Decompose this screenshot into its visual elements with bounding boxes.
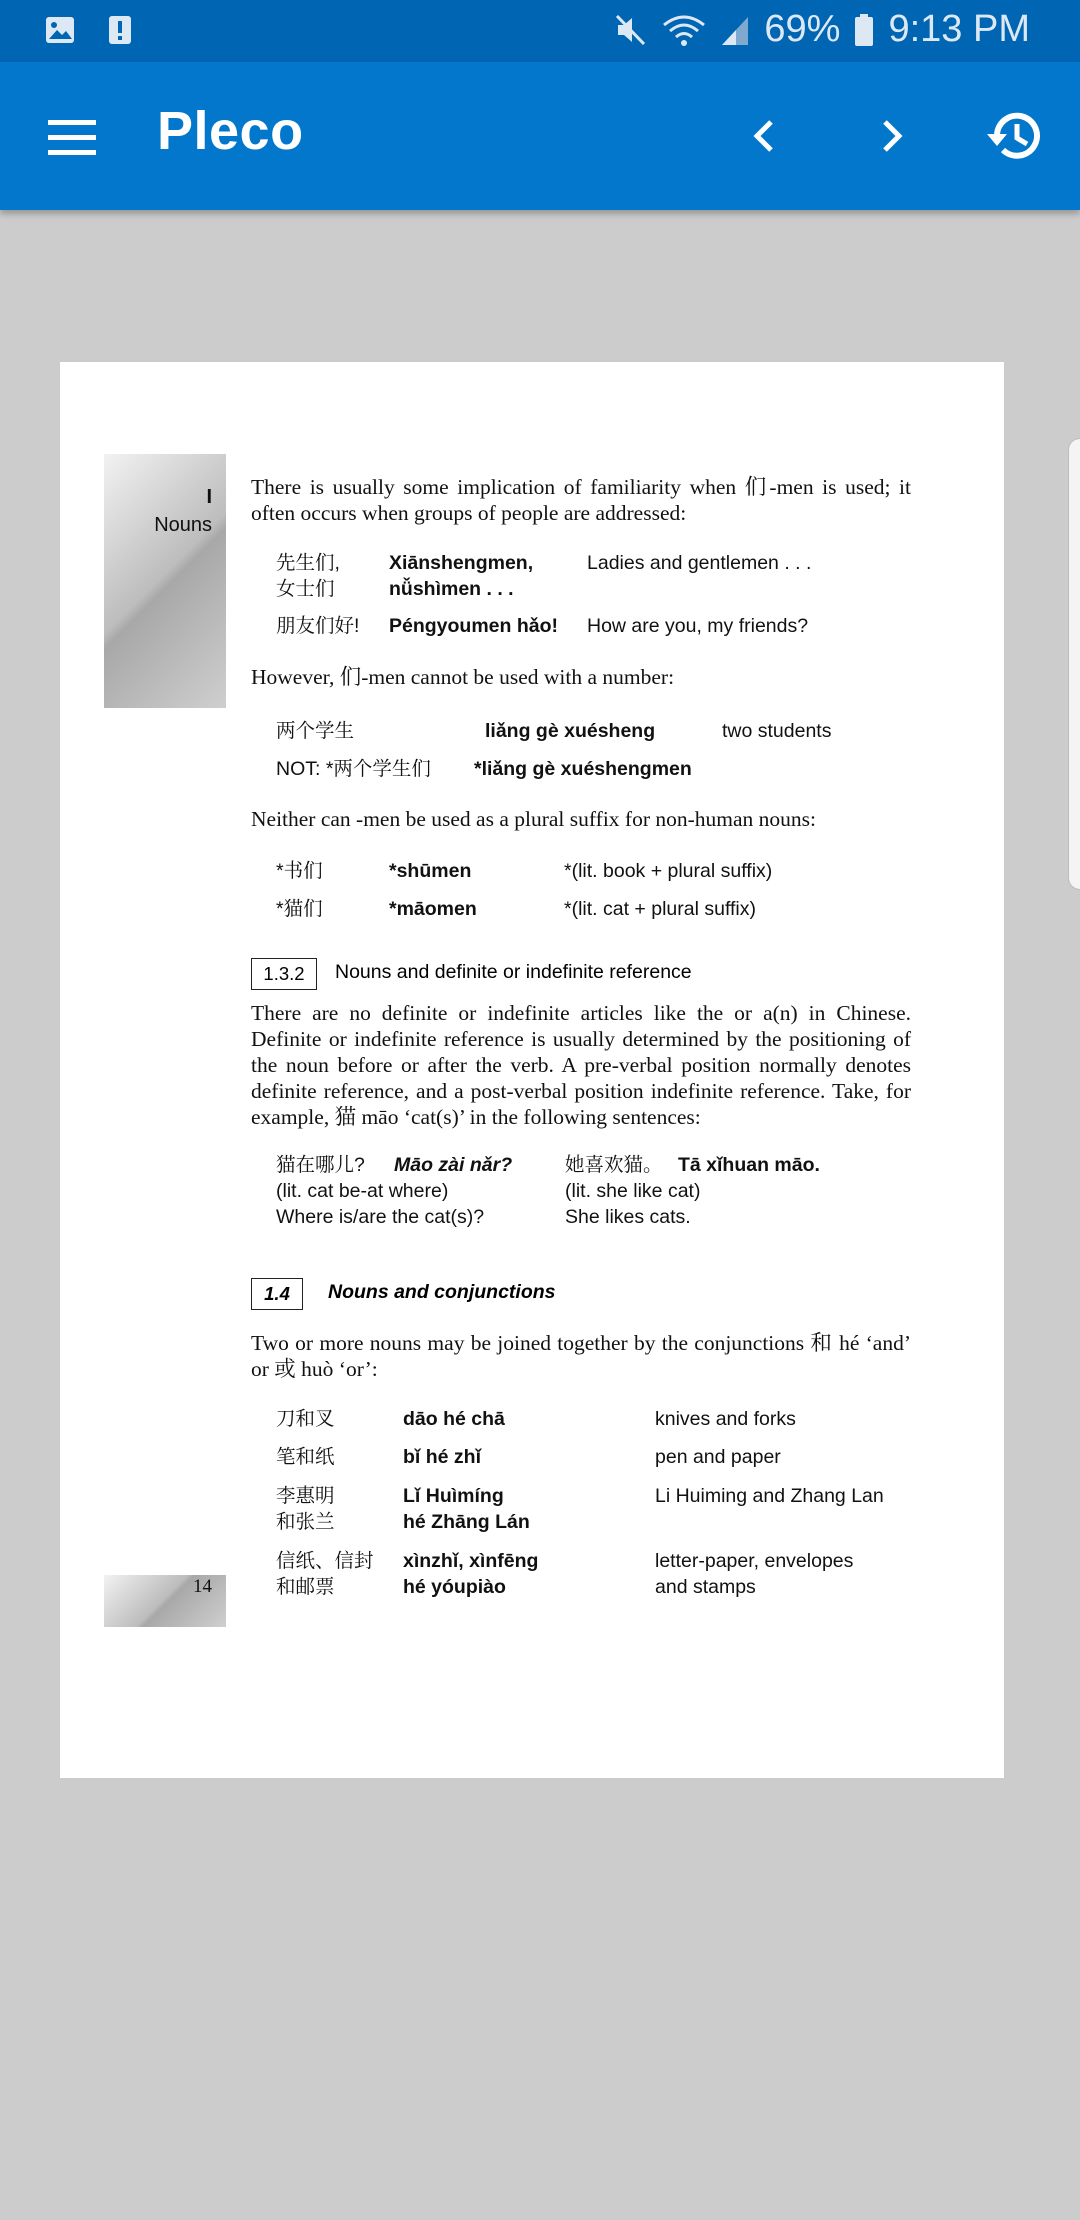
section-number: 1.4 [251, 1278, 303, 1310]
ex3-zh2: *猫们 [276, 898, 323, 920]
page-number: 14 [193, 1576, 212, 1597]
section-number: 1.3.2 [251, 958, 317, 990]
ex2-py1: liǎng gè xuésheng [485, 720, 656, 742]
ex2-en1: two students [722, 720, 832, 742]
app-bar [0, 62, 1080, 210]
ex5-en3: Li Huiming and Zhang Lan [655, 1485, 884, 1507]
ex3-en2: *(lit. cat + plural suffix) [564, 898, 757, 920]
gallery-icon [44, 14, 76, 46]
ex5-py2: bǐ hé zhǐ [403, 1446, 481, 1468]
chevron-left-icon [745, 116, 785, 156]
ex5-en1: knives and forks [655, 1408, 796, 1430]
clock: 9:13 PM [888, 8, 1030, 50]
ex4-left-en: Where is/are the cat(s)? [276, 1206, 485, 1228]
ex3-en1: *(lit. book + plural suffix) [564, 860, 773, 882]
book-page [60, 362, 1004, 1778]
menu-button[interactable] [44, 110, 100, 166]
history-icon [983, 104, 1047, 168]
ex5-py3a: Lǐ Huìmíng [403, 1485, 504, 1507]
ex4-right-py: Tā xǐhuan māo. [678, 1154, 820, 1176]
battery-percent: 69% [764, 8, 841, 50]
paragraph-2: However, 们-men cannot be used with a number: [251, 665, 675, 689]
ex1-zh3: 朋友们好! [276, 615, 360, 637]
menu-icon [44, 110, 100, 166]
wifi-icon [662, 13, 706, 47]
ex5-py4a: xìnzhǐ, xìnfēng [403, 1550, 539, 1572]
alert-icon [104, 14, 136, 46]
page-number-tab [104, 1575, 226, 1627]
ex3-py1: *shūmen [389, 860, 472, 882]
ex5-zh3a: 李惠明 [276, 1485, 335, 1507]
ex4-right-en: She likes cats. [565, 1206, 691, 1228]
ex4-left-zh: 猫在哪儿? [276, 1154, 365, 1176]
section-title: Nouns and definite or indefinite reference [335, 961, 692, 983]
paragraph-5: Two or more nouns may be joined together by the conjunctions 和 hé ‘and’ or 或 huò ‘or’: [251, 1331, 911, 1381]
ex1-zh2: 女士们 [276, 578, 335, 600]
ex5-zh3b: 和张兰 [276, 1511, 335, 1533]
ex3-py2: *māomen [389, 898, 477, 920]
history-button[interactable] [979, 100, 1051, 172]
scroll-handle[interactable] [1068, 438, 1080, 890]
ex1-py1: Xiānshengmen, [389, 552, 534, 574]
ex1-en2: How are you, my friends? [587, 615, 809, 637]
ex3-zh1: *书们 [276, 860, 323, 882]
paragraph-1: There is usually some implication of familiarity when 们-men is used; it often occurs when groups of people are addressed: [251, 475, 911, 525]
ex5-en2: pen and paper [655, 1446, 781, 1468]
ex2-zh2: NOT: *两个学生们 [276, 758, 431, 780]
ex1-py3: Péngyoumen hǎo! [389, 615, 559, 637]
ex1-py2: nǚshìmen . . . [389, 578, 514, 600]
ex5-zh4b: 和邮票 [276, 1576, 335, 1598]
section-title: Nouns and conjunctions [328, 1281, 556, 1303]
ex4-right-lit: (lit. she like cat) [565, 1180, 701, 1202]
chapter-label: Nouns [154, 514, 212, 536]
ex5-en4b: and stamps [655, 1576, 756, 1598]
paragraph-3: Neither can -men be used as a plural suffix for non-human nouns: [251, 807, 817, 831]
ex1-en1: Ladies and gentlemen . . . [587, 552, 812, 574]
ex5-zh2: 笔和纸 [276, 1446, 335, 1468]
ex2-py2: *liǎng gè xuéshengmen [474, 758, 692, 780]
chapter-tab [104, 454, 226, 708]
chevron-right-icon [871, 116, 911, 156]
app-title: Pleco [157, 101, 304, 161]
ex2-zh1: 两个学生 [276, 720, 355, 742]
status-bar [0, 0, 1080, 62]
ex5-zh4a: 信纸、信封 [276, 1550, 374, 1572]
ex4-left-py: Māo zài nǎr? [394, 1154, 513, 1176]
chapter-number: I [206, 486, 212, 508]
battery-icon [854, 13, 874, 47]
ex1-zh1: 先生们, [276, 552, 340, 574]
ex4-right-zh: 她喜欢猫。 [565, 1154, 663, 1176]
next-button[interactable] [855, 100, 927, 172]
ex5-py4b: hé yóupiào [403, 1576, 506, 1598]
ex4-left-lit: (lit. cat be-at where) [276, 1180, 449, 1202]
ex5-py1: dāo hé chā [403, 1408, 505, 1430]
ex5-py3b: hé Zhāng Lán [403, 1511, 530, 1533]
ex5-zh1: 刀和叉 [276, 1408, 335, 1430]
ex5-en4a: letter-paper, envelopes [655, 1550, 854, 1572]
previous-button[interactable] [729, 100, 801, 172]
signal-icon [720, 13, 750, 47]
mute-icon [614, 13, 648, 47]
paragraph-4: There are no definite or indefinite articles like the or a(n) in Chinese. Definite or indefinite reference is usually determined by the positioning of the noun before or after the verb. A pre-verbal position normally denotes definite reference, and a post-verbal position indefinite reference. Take, for example, 猫 māo ‘cat(s)’ in the following sentences: [251, 1001, 911, 1129]
